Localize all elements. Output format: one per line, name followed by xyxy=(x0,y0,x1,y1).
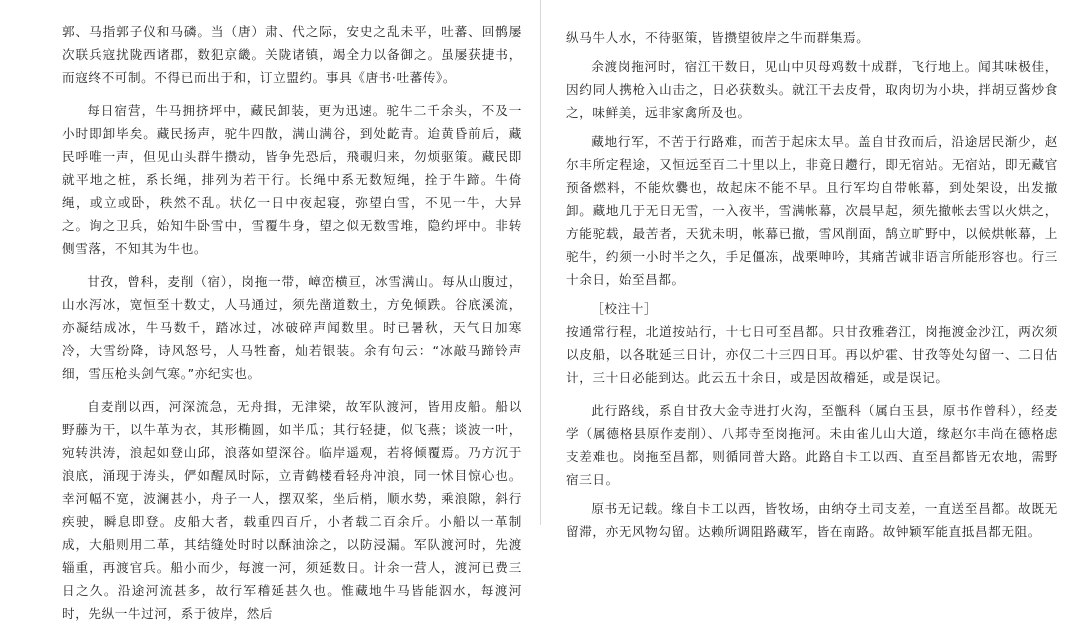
right-paragraph-2: 余渡岗拖河时，宿江干数日，见山中贝母鸡数十成群，飞行地上。闻其味极佳，因约同人携枪入山击之，日必获数头。就江干去皮骨，取肉切为小块，拌胡豆酱炒食之，味鲜美，远非家禽所及也。 xyxy=(566,59,1058,120)
right-paragraph-6: 原书无记载。缘自卡工以西，皆牧场，由纳夺土司支差，一直送至昌都。故既无留滞，亦无风物勾留。达赖所调阻路藏军，皆在南路。故钟颖军能直抵昌都无阻。 xyxy=(566,501,1058,539)
left-paragraph-1: 郭、马指郭子仪和马磷。当（唐）肃、代之际，安史之乱未平，吐蕃、回鹘屡次联兵寇扰陇西诸郡，数犯京畿。关陇诸镇，竭全力以备御之。虽屡获捷书，而寇终不可制。不得已而出于和，订立盟约。事具《唐书·吐蕃传》。 xyxy=(62,24,522,85)
annotation-heading: ［校注十］ xyxy=(591,301,658,316)
right-paragraph-3: 藏地行军，不苦于行路难，而苦于起床太早。盖自甘孜而后，沿途居民渐少，赵尔丰所定程途，又恒远至百二十里以上，非竟日趱行，即无宿站。无宿站，即无藏官预备燃料，不能炊爨也，故起床不能不早。且行军均自带帐幕，到处架设，出发撤卸。藏地几于无日无雪，一入夜半，雪满帐幕，次晨早起，须先撤帐去雪以火烘之，方能驼载，最苦者，天犹未明，帐幕已撤，雪风削面，鹄立旷野中，以候烘帐幕，上驼牛，约须一小时半之久，手足僵冻，战栗呻吟，其痛苦诚非语言所能形容也。行三十余日，始至昌都。 xyxy=(566,134,1058,287)
right-page xyxy=(541,0,1080,539)
right-paragraph-5: 此行路线，系自甘孜大金寺进打火沟，至甑科（属白玉县，原书作曾科），经麦学（属德格县原作麦削）、八邦寺至岗拖河。未由雀儿山大道，缘赵尔丰尚在德格虑支差难也。岗拖至昌都，则循同普大路。此路自卡工以西、直至昌都皆无农地，需野宿三日。 xyxy=(566,403,1058,487)
left-page xyxy=(0,0,540,621)
left-paragraph-4: 自麦削以西，河深流急，无舟揖，无津梁，故军队渡河，皆用皮船。船以野藤为干，以牛革为衣，其形椭圆，如半瓜；其行轻捷，似飞燕；谈波一叶，宛转洪涛，浪起如登山邱，浪落如望深谷。临岸遥观，若将倾覆焉。乃方沉于浪底，涌现于涛头，俨如醒凤时际，立青鹤楼看轻舟冲浪，同一怵目惊心也。幸河幅不宽，波澜甚小，舟子一人，摆双桨，坐后梢，顺水势，乘浪隙，斜行疾驶，瞬息即登。皮船大者，载重四百斤，小者载二百余斤。小船以一革制成，大船则用二革，其结缝处时时以酥油涂之，以防浸漏。军队渡河时，先渡辎重，再渡官兵。船小而少，每渡一河，须延数日。计余一营人，渡河已费三日之久。沿途河流甚多，故行军稽延甚久也。惟藏地牛马皆能泅水，每渡河时，先纵一牛过河，系于彼岸，然后 xyxy=(62,399,522,621)
right-paragraph-1: 纵马牛人水，不待驱策，皆攒望彼岸之牛而群集焉。 xyxy=(566,30,870,45)
right-paragraph-4: 按通常行程，北道按站行，十七日可至昌都。只甘孜雅砻江，岗拖渡金沙江，两次须以皮船，以各耽延三日计，亦仅二十三四日耳。再以炉霍、甘孜等处勾留一、二日估计，三十日必能到达。此云五十余日，或是因故稽延，或是误记。 xyxy=(566,324,1058,385)
left-paragraph-2: 每日宿营，牛马拥挤坪中，藏民卸装，更为迅速。驼牛二千余头，不及一小时即卸毕矣。藏民扬声，驼牛四散，满山满谷，到处齕青。迨黄昏前后，藏民呼唯一声，但见山头群牛攒动，皆争先恐后，飛覗归来，勿烦驱策。藏民即就平地之桩，系长绳，排列为若干行。长绳中系无数短绳，拴于牛蹄。牛倚绳，或立或卧，秩然不乱。状亿一日中夜起寝，弥望白雪，不见一牛，大异之。询之卫兵，始知牛卧雪中，雪覆牛身，望之似无数雪堆，隐约坪中。非转侧雪落，不知其为牛也。 xyxy=(62,103,522,256)
left-paragraph-3: 甘孜，曾科，麦削（宿），岗拖一带，嶂峦横亘，冰雪满山。每从山腹过，山水泻冰，宽恒至十数丈，人马通过，须先凿道数土，方免倾跌。谷底溪流，亦凝结成冰，牛马数千，踏冰过，冰破碎声闻数里。时已暑秋，天气日加寒冷，大雪纷降，诗风怒号，人马牲畜，灿若银装。余有句云：“冰敲马蹄铃声细，雪压枪头剑气寒。”亦纪实也。 xyxy=(62,274,522,381)
